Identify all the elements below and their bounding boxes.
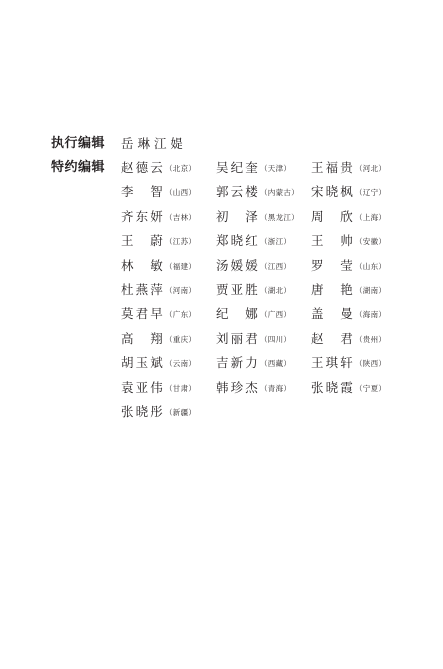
- editor-entry: [121, 404, 196, 421]
- editor-name: 韩珍杰: [216, 379, 258, 395]
- editor-region: （湖南）: [355, 286, 387, 295]
- editor-region: （陕西）: [355, 359, 387, 369]
- editor-region: （北京）: [165, 164, 197, 173]
- editor-region: （内蒙古）: [260, 188, 299, 198]
- editor-name: 刘丽君: [216, 330, 258, 346]
- editor-entry: [121, 331, 196, 348]
- editor-region: （云南）: [165, 359, 197, 369]
- editor-region: （重庆）: [165, 334, 197, 344]
- editor-name: 林敏: [121, 257, 163, 273]
- editor-name: 周欣: [311, 208, 353, 224]
- editor-entry: [216, 233, 291, 250]
- editor-name: 张晓彤: [121, 404, 163, 419]
- editor-entry: [311, 184, 386, 201]
- editor-entry: [311, 209, 386, 226]
- editor-entry: [216, 355, 291, 372]
- editor-region: （海南）: [355, 310, 387, 320]
- exec-editors-label: 执行编辑: [51, 136, 106, 151]
- editor-name: 齐东妍: [121, 208, 163, 224]
- editor-entry: [216, 209, 299, 226]
- editor-name: 胡玉斌: [121, 355, 163, 371]
- editor-entry: [121, 380, 196, 397]
- editor-entry: [311, 258, 386, 275]
- editor-entry: [121, 233, 196, 250]
- editor-region: （黑龙江）: [260, 212, 299, 222]
- editor-name: 盖曼: [311, 306, 353, 322]
- editor-entry: [216, 282, 291, 299]
- editor-entry: [311, 306, 386, 323]
- editor-name: 王帅: [311, 233, 353, 249]
- editor-region: （上海）: [355, 212, 387, 222]
- editor-entry: [311, 331, 386, 348]
- editor-name: 郑晓红: [216, 233, 258, 249]
- editor-entry: [216, 331, 291, 348]
- editor-region: （新疆）: [165, 408, 197, 417]
- editor-entry: [121, 209, 196, 226]
- editor-name: 王琪轩: [311, 355, 353, 371]
- editor-region: （西藏）: [260, 359, 292, 369]
- editor-entry: [311, 233, 386, 250]
- editor-name: 李智: [121, 184, 163, 200]
- editor-name: 王福贵: [311, 160, 353, 175]
- editor-region: （江西）: [260, 261, 292, 271]
- editor-name: 高翔: [121, 330, 163, 346]
- editor-region: （安徽）: [355, 237, 387, 247]
- editor-name: 宋晓枫: [311, 184, 353, 200]
- editor-region: （山东）: [355, 261, 387, 271]
- editor-name: 赵君: [311, 330, 353, 346]
- editor-name: 王蔚: [121, 233, 163, 249]
- editor-name: 罗莹: [311, 257, 353, 273]
- editor-region: （四川）: [260, 334, 292, 344]
- editor-name: 杜燕萍: [121, 282, 163, 297]
- editor-region: （宁夏）: [355, 383, 387, 393]
- editor-name: 袁亚伟: [121, 379, 163, 395]
- editor-name: 汤媛媛: [216, 257, 258, 273]
- editor-region: （浙江）: [260, 237, 292, 247]
- editor-region: （河北）: [355, 164, 387, 173]
- editor-entry: [121, 160, 196, 177]
- editor-region: （甘肃）: [165, 383, 197, 393]
- editor-region: （贵州）: [355, 334, 387, 344]
- editor-name: 唐艳: [311, 282, 353, 297]
- editor-region: （天津）: [260, 164, 292, 173]
- editor-entry: [121, 184, 196, 201]
- editor-name: 吴纪奎: [216, 160, 258, 175]
- editor-entry: [121, 306, 196, 323]
- editor-entry: [121, 355, 196, 372]
- special-editors-label: 特约编辑: [51, 160, 106, 175]
- editor-region: （福建）: [165, 261, 197, 271]
- editor-region: （广西）: [260, 310, 292, 320]
- editor-name: 张晓霞: [311, 379, 353, 395]
- editor-region: （湖北）: [260, 286, 292, 295]
- editor-entry: [311, 355, 386, 372]
- editor-entry: [311, 160, 386, 177]
- editor-region: （广东）: [165, 310, 197, 320]
- editor-region: （江苏）: [165, 237, 197, 247]
- editor-entry: [216, 184, 299, 201]
- editor-entry: [216, 258, 291, 275]
- editor-entry: [216, 160, 291, 177]
- editor-entry: [216, 380, 291, 397]
- editor-name: 郭云楼: [216, 184, 258, 200]
- editor-entry: [311, 282, 386, 299]
- editor-region: （吉林）: [165, 212, 197, 222]
- editor-entry: [121, 258, 196, 275]
- editor-name: 莫君早: [121, 306, 163, 322]
- editor-name: 贾亚胜: [216, 282, 258, 297]
- editor-name: 初泽: [216, 208, 258, 224]
- editor-name: 纪娜: [216, 306, 258, 322]
- editor-name: 赵德云: [121, 160, 163, 175]
- editor-entry: [311, 380, 386, 397]
- editor-region: （辽宁）: [355, 188, 387, 198]
- exec-editors-names: 岳 琳 江 媞: [121, 136, 183, 151]
- editor-region: （河南）: [165, 286, 197, 295]
- editor-region: （青海）: [260, 383, 292, 393]
- editor-name: 吉新力: [216, 355, 258, 371]
- editor-entry: [216, 306, 291, 323]
- editor-entry: [121, 282, 196, 299]
- editor-region: （山西）: [165, 188, 197, 198]
